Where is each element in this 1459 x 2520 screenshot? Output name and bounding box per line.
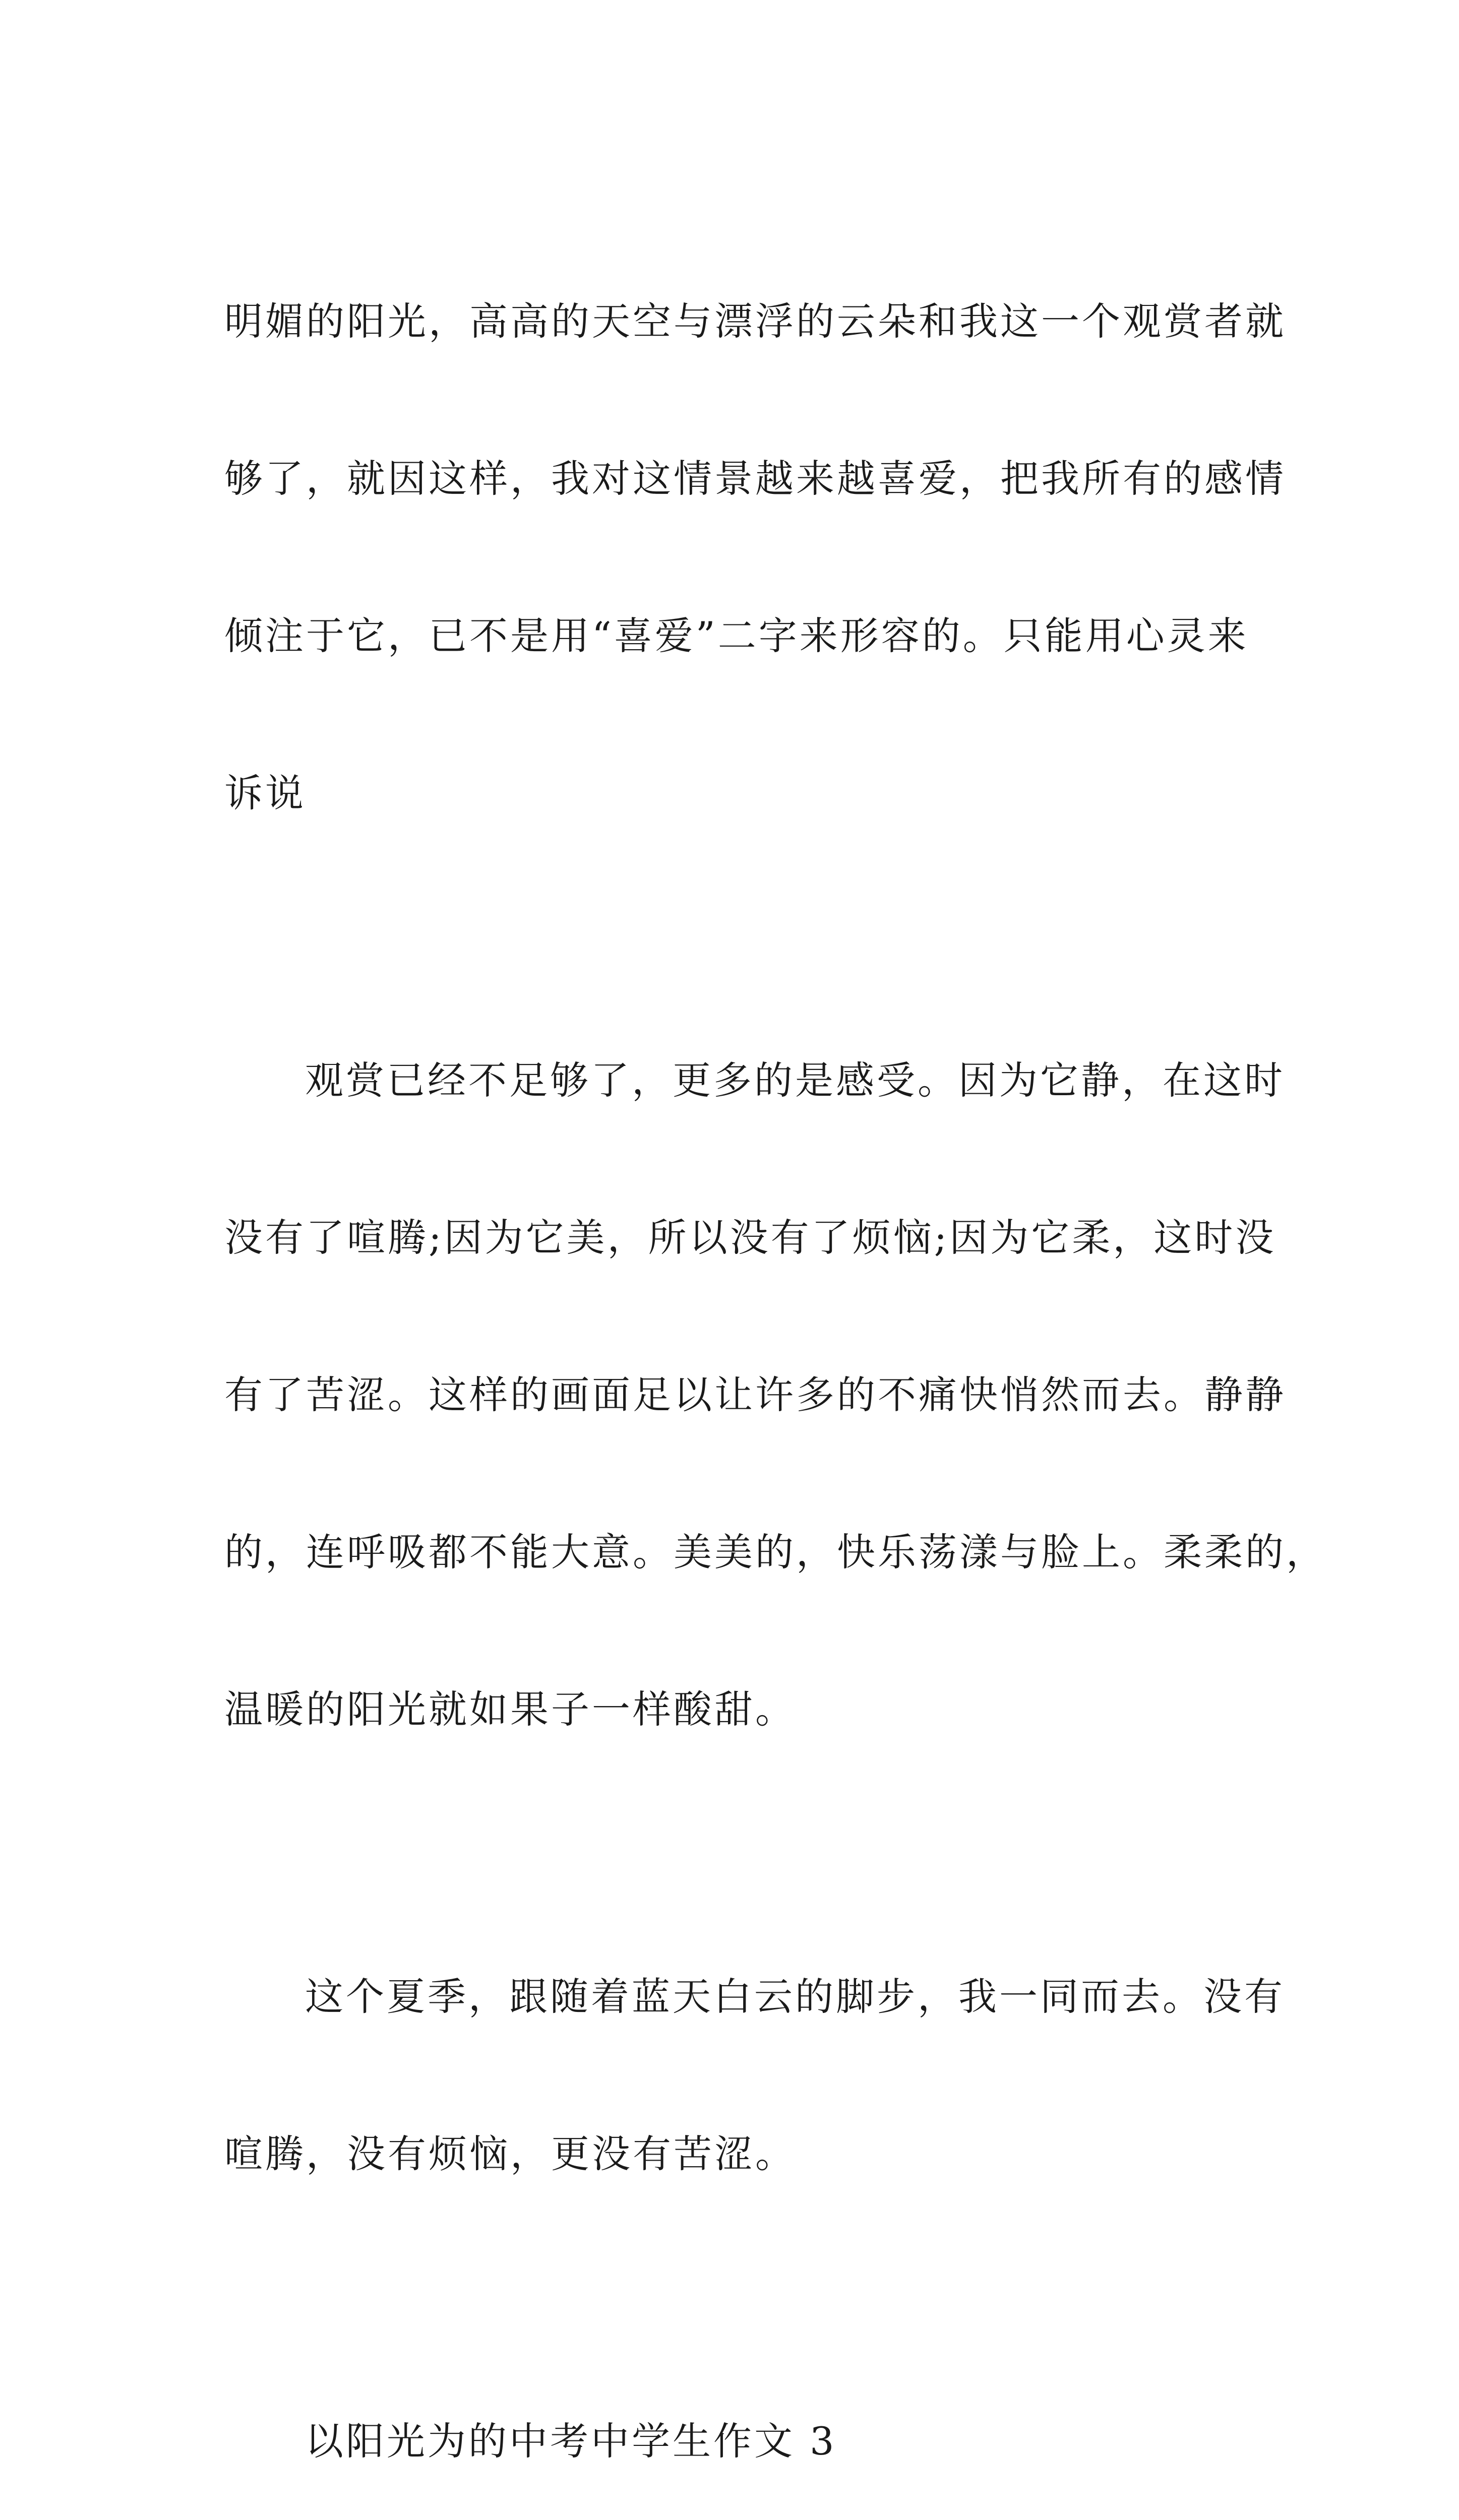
text-line: 够了，就因这样，我对这情景越来越喜爱，把我所有的感情: [224, 456, 1286, 501]
text-line: 温暖的阳光就如果子一样酸甜。: [224, 1687, 796, 1732]
heading-line: 以阳光为的中考中学生作文 3: [305, 2419, 837, 2464]
text-line: 明媚的阳光，高高的天空与漂浮的云朵和我这一个观赏者就: [224, 299, 1286, 344]
section-heading: [224, 2310, 1243, 2520]
paragraph-3: [224, 1866, 1285, 2285]
text-line: 观赏已经不足够了，更多的是感受。因为它静，在这时: [305, 1058, 1285, 1103]
text-line: 没有了喧腾;因为它美，所以没有了烦恼;因为它柔，这时没: [224, 1215, 1276, 1260]
text-line: 倾注于它，已不是用“喜爱”二字来形容的。只能用心灵来: [224, 613, 1249, 658]
text-line: 这个夏季，跟随着蓝天白云的脚步，我一同而去。没有: [305, 1974, 1285, 2019]
text-line: 诉说: [224, 771, 306, 815]
text-line: 喧腾，没有烦恼，更没有苦涩。: [224, 2131, 796, 2176]
paragraph-1: [224, 191, 1286, 924]
text-line: 的，连呼吸都不能大意。美美的，快乐荡漾与脸上。柔柔的，: [224, 1530, 1327, 1574]
text-line: 有了苦涩。这样的画面足以让许多的不痛快悄然而去。静静: [224, 1372, 1286, 1417]
paragraph-2: [224, 950, 1327, 1841]
document-body: [224, 191, 1327, 2520]
